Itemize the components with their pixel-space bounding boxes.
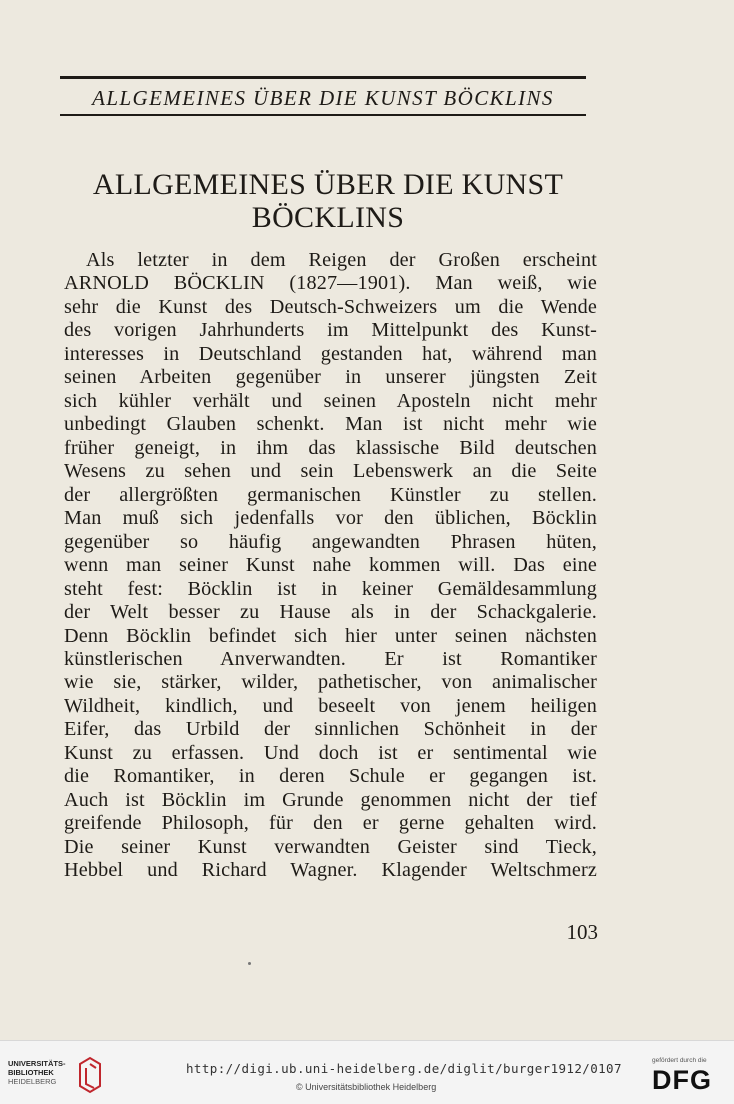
library-logo-icon xyxy=(76,1056,102,1094)
chapter-title-line-2: BÖCKLINS xyxy=(251,201,405,234)
body-text xyxy=(64,249,597,883)
body-line: des vorigen Jahrhunderts im Mittelpunkt des Kunst- xyxy=(64,319,597,342)
body-line: unbedingt Glauben schenkt. Man ist nicht mehr wie xyxy=(64,413,597,436)
body-line: ARNOLD BÖCKLIN (1827—1901). Man weiß, wie xyxy=(64,272,597,295)
scan-speck xyxy=(248,962,251,965)
body-line: früher geneigt, in ihm das klassische Bild deutschen xyxy=(64,436,597,459)
dfg-logo: DFG xyxy=(652,1065,712,1095)
header-rule-bottom xyxy=(60,114,586,116)
body-line: Denn Böcklin befindet sich hier unter seinen nächsten xyxy=(64,624,597,647)
body-line: Als letzter in dem Reigen der Großen erscheint xyxy=(86,249,597,271)
chapter-title-line-1: ALLGEMEINES ÜBER DIE KUNST xyxy=(92,168,564,201)
body-line: wenn man seiner Kunst nahe kommen will. Das eine xyxy=(64,554,597,577)
body-line: sich kühler verhält und seinen Aposteln nicht mehr xyxy=(64,389,597,412)
body-line: Wildheit, kindlich, und beseelt von jenem heiligen xyxy=(64,694,597,717)
body-line: Wesens zu sehen und sein Lebenswerk an die Seite xyxy=(64,460,597,483)
body-line: interesses in Deutschland gestanden hat, während man xyxy=(64,342,597,365)
body-line: sehr die Kunst des Deutsch-Schweizers um die Wende xyxy=(64,295,597,318)
body-line: gegenüber so häufig angewandten Phrasen hüten, xyxy=(64,530,597,553)
library-name-line: HEIDELBERG xyxy=(8,1077,57,1086)
body-line: künstlerischen Anverwandten. Er ist Romantiker xyxy=(64,647,597,670)
body-line: Hebbel und Richard Wagner. Klagender Weltschmerz xyxy=(64,859,597,882)
library-name xyxy=(8,1059,66,1086)
body-line: Man muß sich jedenfalls vor den üblichen, Böcklin xyxy=(64,507,597,530)
body-line: Eifer, das Urbild der sinnlichen Schönheit in der xyxy=(64,718,597,741)
body-line: seinen Arbeiten gegenüber in unserer jüngsten Zeit xyxy=(64,366,597,389)
body-line: der allergrößten germanischen Künstler zu stellen. xyxy=(64,483,597,506)
body-line: Auch ist Böcklin im Grunde genommen nicht der tief xyxy=(64,788,597,811)
body-line: greifende Philosoph, für den er gerne gehalten wird. xyxy=(64,812,597,835)
viewer-footer xyxy=(0,1040,734,1104)
body-line: Kunst zu erfassen. Und doch ist er sentimental wie xyxy=(64,741,597,764)
body-line: steht fest: Böcklin ist in keiner Gemäldesammlung xyxy=(64,577,597,600)
copyright-notice: © Universitätsbibliothek Heidelberg xyxy=(296,1082,437,1092)
body-line: der Welt besser zu Hause als in der Schackgalerie. xyxy=(64,601,597,624)
page-number: 103 xyxy=(566,920,598,944)
funding-note: gefördert durch die xyxy=(652,1057,707,1064)
body-line: die Romantiker, in deren Schule er gegangen ist. xyxy=(64,765,597,788)
running-head: ALLGEMEINES ÜBER DIE KUNST BÖCKLINS xyxy=(92,86,554,110)
library-name-line: BIBLIOTHEK xyxy=(8,1068,54,1077)
body-line: Die seiner Kunst verwandten Geister sind Tieck, xyxy=(64,835,597,858)
header-rule-top xyxy=(60,76,586,79)
permalink-url[interactable]: http://digi.ub.uni-heidelberg.de/diglit/burger1912/0107 xyxy=(186,1061,622,1076)
body-line: wie sie, stärker, wilder, pathetischer, von animalischer xyxy=(64,671,597,694)
library-name-line: UNIVERSITÄTS- xyxy=(8,1059,66,1068)
